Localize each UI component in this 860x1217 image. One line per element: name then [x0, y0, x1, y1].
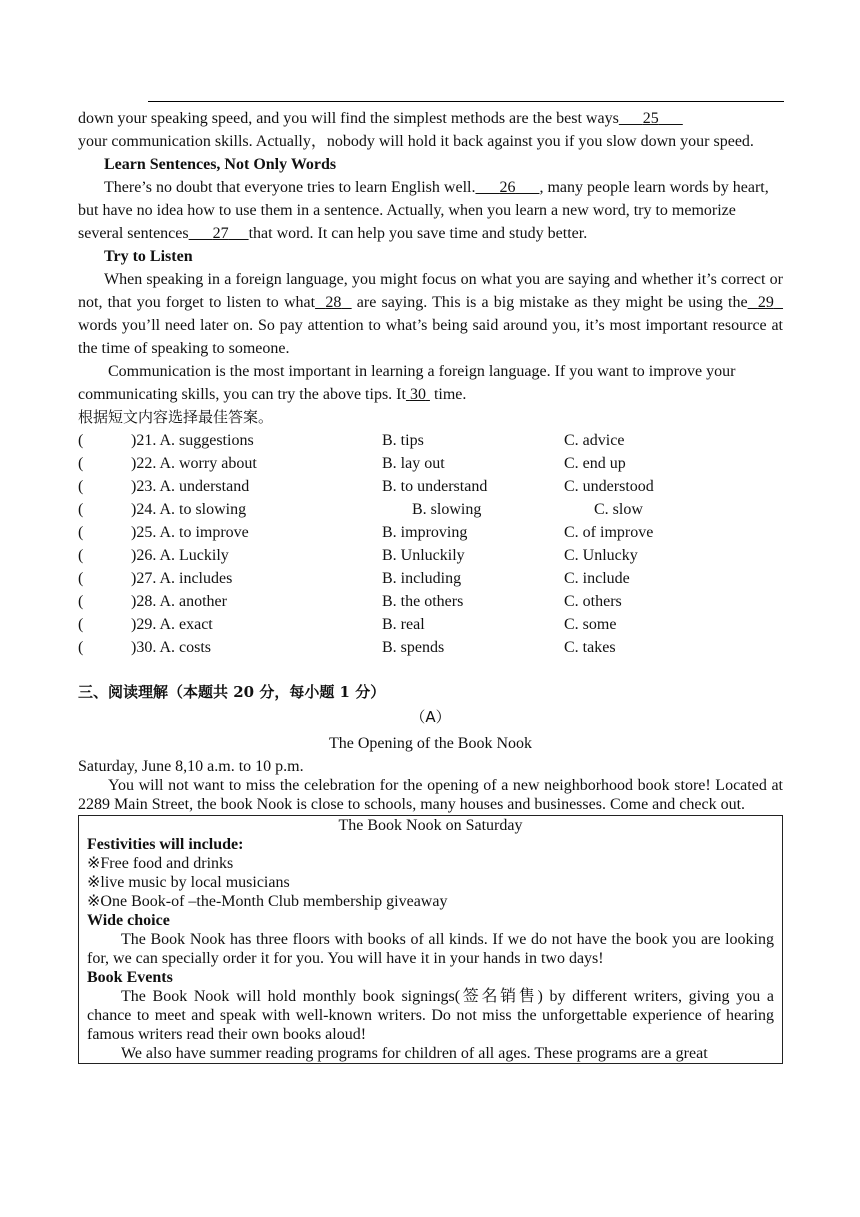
question-row: ( )21. A. suggestions B. tips C. advice: [78, 432, 625, 449]
festivity-item: ※Free food and drinks: [87, 855, 234, 872]
blank-27: 27: [212, 225, 229, 242]
book-events-heading: Book Events: [87, 969, 173, 986]
blank-30: 30: [409, 386, 426, 403]
blank-28: 28: [325, 294, 342, 311]
passage-label-a: （A）: [410, 708, 451, 726]
heading-learn-sentences: Learn Sentences, Not Only Words: [104, 156, 337, 173]
question-row: ( )23. A. understand B. to understand C. understood: [78, 478, 654, 495]
paragraph-learn-sentences: There’s no doubt that everyone tries to learn English well. 26 , many people learn words by heart, but have no idea how to use them in a sentence. Actually, when you learn a new word, try to memorize several sentences 27 that word. It can help you save time and study better.: [78, 179, 769, 242]
book-nook-box: [78, 815, 783, 1064]
article-title: The Opening of the Book Nook: [328, 735, 533, 752]
festivity-item: ※live music by local musicians: [87, 874, 290, 891]
question-row: ( )24. A. to slowing B. slowing C. slow: [78, 501, 643, 518]
question-row: ( )28. A. another B. the others C. others: [78, 593, 622, 610]
article-date: Saturday, June 8,10 a.m. to 10 p.m.: [78, 758, 304, 775]
question-row: ( )25. A. to improve B. improving C. of improve: [78, 524, 654, 541]
festivities-heading: Festivities will include:: [87, 836, 244, 853]
blank-25: 25: [642, 110, 659, 127]
passage-line-1: down your speaking speed, and you will find the simplest methods are the best ways 25: [78, 107, 783, 130]
question-row: ( )26. A. Luckily B. Unluckily C. Unlucky: [78, 547, 638, 564]
wide-choice-heading: Wide choice: [87, 912, 170, 929]
article-intro: You will not want to miss the celebration for the opening of a new neighborhood book store! Located at 2289 Main Street, the book Nook is close to schools, many houses and businesses. Come and check out.: [78, 777, 783, 813]
question-row: ( )29. A. exact B. real C. some: [78, 616, 617, 633]
section-title-reading: 三、阅读理解（本题共 20 分，每小题 1 分）: [78, 683, 386, 701]
blank-26: 26: [499, 179, 516, 196]
paragraph-communication: Communication is the most important in learning a foreign language. If you want to improve your communicating skills, you can try the above tips. It 30 time.: [78, 363, 736, 403]
blank-29: 29: [757, 294, 774, 311]
question-row: ( )27. A. includes B. including C. include: [78, 570, 630, 587]
question-row: ( )30. A. costs B. spends C. takes: [78, 639, 616, 656]
paragraph-try-to-listen: When speaking in a foreign language, you might focus on what you are saying and whether it’s correct or not, that you forget to listen to what 28 are saying. This is a big mistake as they might be using the 29 words you’ll need later on. So pay attention to what’s being said around you, it’s most important resource at the time of speaking to someone.: [78, 271, 783, 357]
passage-line-2: your communication skills. Actually，nobody will hold it back against you if you slow down your speed.: [78, 133, 754, 150]
question-list: [78, 429, 783, 659]
document-page: [78, 100, 783, 1064]
heading-try-to-listen: Try to Listen: [104, 248, 193, 265]
wide-choice-text: The Book Nook has three floors with books of all kinds. If we do not have the book you are looking for, we can specially order it for you. You will have it in your hands in two days!: [87, 931, 774, 967]
summer-programs-text: We also have summer reading programs for children of all ages. These programs are a great: [121, 1045, 708, 1062]
box-title: The Book Nook on Saturday: [338, 817, 523, 834]
festivity-item: ※One Book-of –the-Month Club membership giveaway: [87, 893, 448, 910]
book-events-text: The Book Nook will hold monthly book signings(签名销售) by different writers, giving you a chance to meet and speak with well-known writers. Do not miss the unforgettable experience of hearing famous writers read their own books aloud!: [87, 988, 774, 1043]
instruction: 根据短文内容选择最佳答案。: [78, 408, 274, 426]
question-row: ( )22. A. worry about B. lay out C. end up: [78, 455, 626, 472]
